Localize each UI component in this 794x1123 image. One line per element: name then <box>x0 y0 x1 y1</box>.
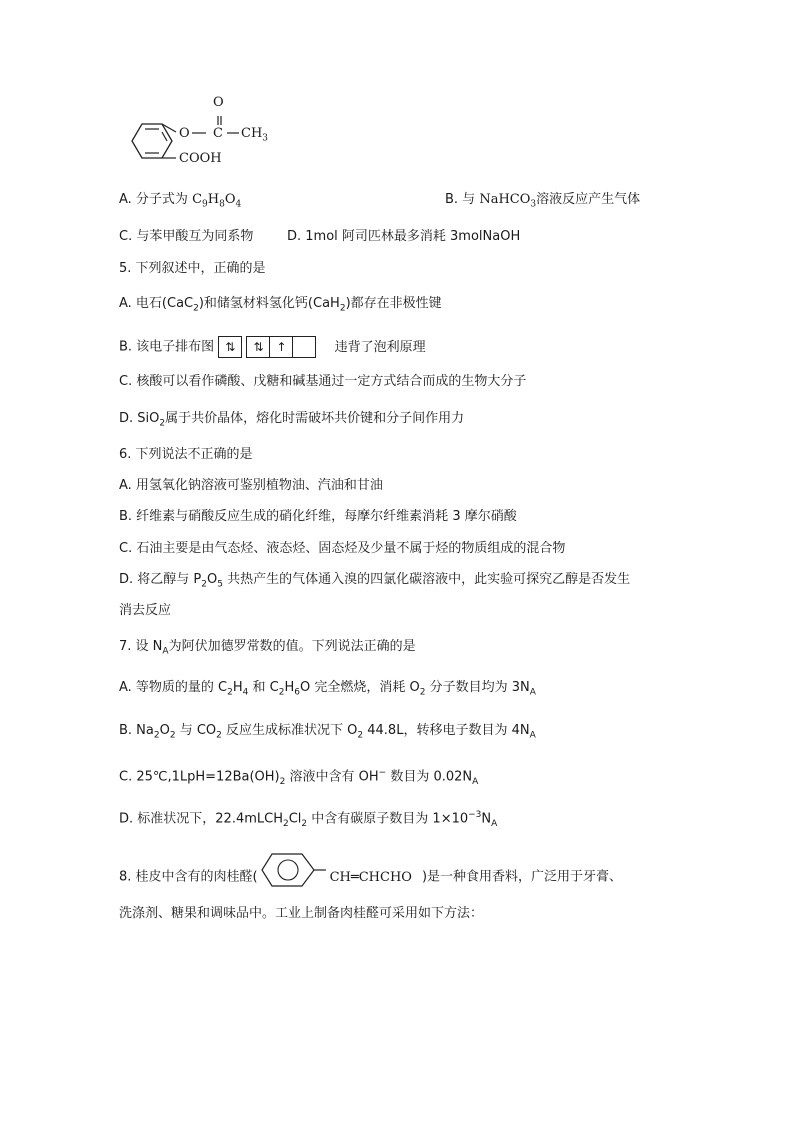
q4-option-a: A. 分子式为 $C_9H_8O_4$ <box>119 192 242 210</box>
aspirin-structure <box>118 95 288 175</box>
q4-option-c: C. 与苯甲酸互为同系物 <box>119 229 254 244</box>
carbonyl-c: C <box>213 126 223 141</box>
q7-option-c: C. $25℃,1LpH=12Ba(OH)_2$ 溶液中含有 OH− 数目为 $0.02N_A$ <box>119 768 479 787</box>
q6-stem: 6. 下列说法不正确的是 <box>119 447 253 462</box>
q5-option-d: D. SiO$_2$属于共价晶体，熔化时需破坏共价键和分子间作用力 <box>119 411 465 429</box>
q4-option-d: D. 1mol 阿司匹林最多消耗 3molNaOH <box>287 229 521 244</box>
ester-o: O <box>179 126 190 141</box>
q7-option-d: D. 标准状况下，$22.4mLCH_2Cl_2$ 中含有碳原子数目为 $1\times 10^{-3}N_A$ <box>119 810 498 829</box>
orbital-box-2: ⇅ ↑ <box>246 336 316 358</box>
q6-option-c: C. 石油主要是由气态烃、液态烃、固态烃及少量不属于烃的物质组成的混合物 <box>119 541 566 556</box>
q7-option-a: A. 等物质的量的 $C_2H_4$ 和 $C_2H_6O$ 完全燃烧，消耗 $O_2$ 分子数目均为 $3N_A$ <box>119 680 536 698</box>
methyl-group: $CH_3$ <box>241 126 269 144</box>
q5-stem: 5. 下列叙述中，正确的是 <box>119 261 266 276</box>
q6-option-b: B. 纤维素与硝酸反应生成的硝化纤维，每摩尔纤维素消耗 3 摩尔硝酸 <box>119 509 517 524</box>
q6-option-d-cont: 消去反应 <box>119 603 172 618</box>
carbonyl-o: O <box>213 95 224 110</box>
q7-option-b: B. $Na_2O_2$ 与 $CO_2$ 反应生成标准状况下 $O_2$ 44.8L，转移电子数目为 $4N_A$ <box>119 723 536 741</box>
benzene-ring-icon <box>258 850 326 904</box>
q4-option-b: B. 与 NaHCO$_3$溶液反应产生气体 <box>445 192 641 210</box>
orbital-box-1: ⇅ <box>218 336 242 358</box>
q5-option-c: C. 核酸可以看作磷酸、戊糖和碱基通过一定方式结合而成的生物大分子 <box>119 374 527 389</box>
q5-option-a: A. 电石(CaC$_2$)和储氢材料氢化钙(CaH$_2$)都存在非极性键 <box>119 296 442 314</box>
carboxyl-group: COOH <box>179 151 222 166</box>
cinnamaldehyde-side-chain: CH═CHCHO <box>329 869 412 885</box>
q8-stem: 8. 桂皮中含有的肉桂醛( CH═CHCHO )是一种食用香料，广泛用于牙膏、 <box>119 850 622 904</box>
q8-stem-cont: 洗涤剂、糖果和调味品中。工业上制备肉桂醛可采用如下方法： <box>119 906 484 921</box>
q7-stem: 7. 设 $N_A$为阿伏加德罗常数的值。下列说法正确的是 <box>119 639 416 657</box>
q5-option-b: B. 该电子排布图 ⇅ ⇅ ↑ 违背了泡利原理 <box>119 336 426 358</box>
q6-option-a: A. 用氢氧化钠溶液可鉴别植物油、汽油和甘油 <box>119 478 383 493</box>
q6-option-d: D. 将乙醇与 $P_2O_5$ 共热产生的气体通入溴的四氯化碳溶液中，此实验可探究乙醇是否发生 <box>119 572 631 590</box>
